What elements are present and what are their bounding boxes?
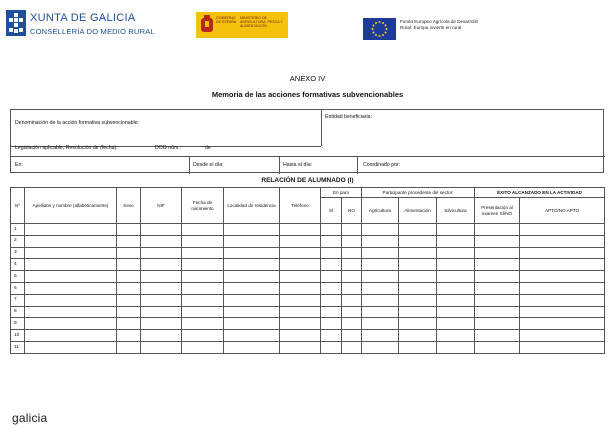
table-cell[interactable] — [520, 271, 605, 283]
table-cell[interactable] — [475, 318, 520, 330]
table-cell[interactable] — [224, 282, 280, 294]
table-cell[interactable] — [280, 259, 321, 271]
table-cell[interactable] — [437, 247, 475, 259]
table-cell[interactable] — [117, 282, 141, 294]
header-nif: NIF — [141, 188, 182, 224]
table-cell[interactable] — [475, 341, 520, 353]
table-cell[interactable] — [25, 306, 117, 318]
table-cell[interactable] — [280, 294, 321, 306]
feader-text: Fondo Europeo Agrícola de Desarrollo Rural: Europa invierte en rural — [400, 19, 479, 30]
table-cell[interactable] — [520, 306, 605, 318]
table-cell[interactable] — [182, 271, 224, 283]
table-cell[interactable] — [182, 306, 224, 318]
table-cell[interactable] — [321, 235, 342, 247]
table-cell[interactable] — [25, 318, 117, 330]
table-row — [11, 341, 605, 353]
table-cell[interactable] — [117, 224, 141, 236]
table-cell[interactable] — [321, 247, 342, 259]
table-cell[interactable] — [399, 259, 437, 271]
hasta-label: Hasta el día: — [283, 162, 313, 168]
table-cell[interactable] — [25, 247, 117, 259]
row-number: 9 — [11, 318, 25, 330]
row-number: 6 — [11, 282, 25, 294]
table-cell[interactable] — [141, 341, 182, 353]
header-agricultura: Agricultura — [362, 198, 399, 224]
table-cell[interactable] — [437, 330, 475, 342]
table-cell[interactable] — [25, 271, 117, 283]
table-cell[interactable] — [437, 271, 475, 283]
table-cell[interactable] — [224, 235, 280, 247]
table-cell[interactable] — [475, 330, 520, 342]
table-cell[interactable] — [399, 271, 437, 283]
table-cell[interactable] — [520, 259, 605, 271]
header-presentacion: Presentación al examen SÍ/NO — [475, 198, 520, 224]
table-cell[interactable] — [475, 271, 520, 283]
table-cell[interactable] — [342, 341, 362, 353]
memoria-title: Memoria de las acciones formativas subvencionables — [211, 90, 404, 99]
row-number: 10 — [11, 330, 25, 342]
table-cell[interactable] — [520, 247, 605, 259]
table-cell[interactable] — [321, 306, 342, 318]
divider — [357, 156, 358, 174]
header-localidad: Localidad de residencia — [224, 188, 280, 224]
table-cell[interactable] — [117, 271, 141, 283]
table-cell[interactable] — [475, 259, 520, 271]
table-cell[interactable] — [342, 294, 362, 306]
eu-logo — [363, 18, 483, 40]
divider — [321, 110, 322, 146]
table-cell[interactable] — [321, 318, 342, 330]
entidad-label: Entidad beneficiaria: — [325, 114, 373, 120]
table-cell[interactable] — [25, 259, 117, 271]
table-cell[interactable] — [437, 341, 475, 353]
table-cell[interactable] — [399, 341, 437, 353]
table-cell[interactable] — [399, 282, 437, 294]
table-cell[interactable] — [117, 294, 141, 306]
table-cell[interactable] — [224, 247, 280, 259]
table-cell[interactable] — [342, 259, 362, 271]
student-table — [10, 187, 605, 354]
table-cell[interactable] — [141, 306, 182, 318]
table-cell[interactable] — [399, 247, 437, 259]
table-cell[interactable] — [25, 282, 117, 294]
table-cell[interactable] — [224, 318, 280, 330]
table-row — [11, 330, 605, 342]
table-cell[interactable] — [182, 341, 224, 353]
table-cell[interactable] — [399, 235, 437, 247]
table-cell[interactable] — [25, 235, 117, 247]
table-cell[interactable] — [362, 235, 399, 247]
table-row — [11, 259, 605, 271]
table-cell[interactable] — [117, 259, 141, 271]
relacion-title: RELACIÓN DE ALUMNADO (I) — [261, 177, 354, 184]
divider — [189, 156, 190, 174]
table-cell[interactable] — [362, 271, 399, 283]
gobierno-text: GOBIERNO DE ESPAÑA — [216, 16, 237, 25]
header-en-paro: En paro — [321, 188, 362, 198]
table-cell[interactable] — [25, 224, 117, 236]
xunta-subtitle: CONSELLERÍA DO MEDIO RURAL — [30, 27, 155, 36]
table-cell[interactable] — [362, 294, 399, 306]
table-cell[interactable] — [280, 271, 321, 283]
row-number: 7 — [11, 294, 25, 306]
table-cell[interactable] — [437, 306, 475, 318]
row-number: 1 — [11, 224, 25, 236]
de-label: de — [205, 145, 211, 151]
ministerio-text: MINISTERIO DE AGRICULTURA, PESCA Y ALIMENTACIÓN — [240, 16, 283, 29]
row-number: 5 — [11, 271, 25, 283]
table-cell[interactable] — [117, 318, 141, 330]
table-cell[interactable] — [117, 341, 141, 353]
table-cell[interactable] — [362, 247, 399, 259]
table-cell[interactable] — [362, 259, 399, 271]
table-cell[interactable] — [520, 235, 605, 247]
denominacion-label: Denominación de la acción formativa subvencionable: — [15, 120, 139, 126]
table-cell[interactable] — [117, 330, 141, 342]
table-cell[interactable] — [182, 282, 224, 294]
header-telefono: Teléfono — [280, 188, 321, 224]
table-cell[interactable] — [117, 235, 141, 247]
table-cell[interactable] — [399, 294, 437, 306]
xunta-title: XUNTA DE GALICIA — [30, 12, 136, 24]
table-cell[interactable] — [362, 282, 399, 294]
table-cell[interactable] — [182, 247, 224, 259]
annex-title: ANEXO IV — [289, 74, 326, 83]
table-cell[interactable] — [280, 330, 321, 342]
table-cell[interactable] — [342, 330, 362, 342]
desde-label: Desde el día: — [193, 162, 224, 168]
table-cell[interactable] — [280, 341, 321, 353]
table-cell[interactable] — [520, 282, 605, 294]
table-cell[interactable] — [475, 224, 520, 236]
dog-label: DOG núm.: — [155, 145, 182, 151]
galicia-logo — [8, 410, 68, 430]
table-cell[interactable] — [362, 224, 399, 236]
table-cell[interactable] — [280, 224, 321, 236]
xunta-logo — [6, 10, 166, 50]
en-label: En: — [15, 162, 23, 168]
table-cell[interactable] — [362, 318, 399, 330]
table-cell[interactable] — [321, 341, 342, 353]
table-cell[interactable] — [280, 247, 321, 259]
table-cell[interactable] — [321, 330, 342, 342]
table-row — [11, 271, 605, 283]
table-cell[interactable] — [224, 306, 280, 318]
table-cell[interactable] — [182, 224, 224, 236]
table-cell[interactable] — [342, 247, 362, 259]
table-cell[interactable] — [141, 294, 182, 306]
table-cell[interactable] — [362, 330, 399, 342]
table-cell[interactable] — [25, 341, 117, 353]
table-cell[interactable] — [342, 271, 362, 283]
legislacion-label: Legislación aplicable, Resolución de (fecha): — [15, 145, 118, 151]
header-fecha-nacimiento: Fecha de nacimiento — [182, 188, 224, 224]
header-exito: ÉXITO ALCANZADO EN LA ACTIVIDAD — [475, 188, 605, 198]
divider — [11, 156, 605, 157]
table-cell[interactable] — [280, 282, 321, 294]
table-cell[interactable] — [399, 306, 437, 318]
table-cell[interactable] — [25, 330, 117, 342]
gobierno-logo — [196, 12, 288, 38]
table-cell[interactable] — [141, 318, 182, 330]
table-cell[interactable] — [475, 247, 520, 259]
table-cell[interactable] — [520, 330, 605, 342]
table-cell[interactable] — [342, 224, 362, 236]
table-cell[interactable] — [437, 235, 475, 247]
table-cell[interactable] — [437, 318, 475, 330]
table-cell[interactable] — [520, 341, 605, 353]
xunta-cross-icon — [6, 10, 26, 36]
table-cell[interactable] — [182, 318, 224, 330]
table-cell[interactable] — [117, 306, 141, 318]
table-cell[interactable] — [141, 271, 182, 283]
table-cell[interactable] — [182, 235, 224, 247]
header-num: Nº — [11, 188, 25, 224]
header-apto: APTO/NO APTO — [520, 198, 605, 224]
table-cell[interactable] — [321, 259, 342, 271]
table-row — [11, 294, 605, 306]
table-cell[interactable] — [437, 282, 475, 294]
header-si: SÍ — [321, 198, 342, 224]
table-cell[interactable] — [321, 224, 342, 236]
table-row — [11, 247, 605, 259]
table-cell[interactable] — [362, 341, 399, 353]
crest-icon — [200, 15, 214, 34]
table-cell[interactable] — [437, 294, 475, 306]
row-number: 8 — [11, 306, 25, 318]
table-cell[interactable] — [520, 224, 605, 236]
table-cell[interactable] — [182, 259, 224, 271]
table-row — [11, 224, 605, 236]
header-participante: Participante procedente del sector: — [362, 188, 475, 198]
row-number: 3 — [11, 247, 25, 259]
row-number: 4 — [11, 259, 25, 271]
table-cell[interactable] — [399, 224, 437, 236]
table-cell[interactable] — [342, 282, 362, 294]
table-cell[interactable] — [475, 282, 520, 294]
eu-flag-icon — [363, 18, 396, 40]
table-cell[interactable] — [342, 306, 362, 318]
table-cell[interactable] — [321, 294, 342, 306]
header-apellidos: Apellidos y nombre (alfabéticamente) — [25, 188, 117, 224]
table-cell[interactable] — [475, 235, 520, 247]
table-row — [11, 306, 605, 318]
table-row — [11, 282, 605, 294]
table-cell[interactable] — [321, 282, 342, 294]
table-cell[interactable] — [224, 224, 280, 236]
table-cell[interactable] — [520, 294, 605, 306]
table-cell[interactable] — [141, 330, 182, 342]
table-cell[interactable] — [437, 224, 475, 236]
table-cell[interactable] — [141, 224, 182, 236]
table-cell[interactable] — [362, 306, 399, 318]
table-cell[interactable] — [224, 341, 280, 353]
table-cell[interactable] — [342, 235, 362, 247]
header-no: NO — [342, 198, 362, 224]
table-cell[interactable] — [321, 271, 342, 283]
table-cell[interactable] — [224, 294, 280, 306]
table-row — [11, 318, 605, 330]
coordinado-label: Coordinado por: — [363, 162, 401, 168]
table-cell[interactable] — [182, 294, 224, 306]
table-cell[interactable] — [475, 294, 520, 306]
table-cell[interactable] — [182, 330, 224, 342]
table-cell[interactable] — [520, 318, 605, 330]
table-cell[interactable] — [399, 330, 437, 342]
table-cell[interactable] — [141, 259, 182, 271]
table-cell[interactable] — [141, 282, 182, 294]
info-box — [10, 109, 604, 173]
header-sexo: Sexo — [117, 188, 141, 224]
header-silvicultura: Silvicultura — [437, 198, 475, 224]
header-alimentacion: Alimentación — [399, 198, 437, 224]
table-cell[interactable] — [280, 306, 321, 318]
row-number: 11 — [11, 341, 25, 353]
table-cell[interactable] — [141, 235, 182, 247]
table-cell[interactable] — [342, 318, 362, 330]
table-cell[interactable] — [141, 247, 182, 259]
table-row — [11, 235, 605, 247]
table-cell[interactable] — [399, 318, 437, 330]
table-cell[interactable] — [25, 294, 117, 306]
table-cell[interactable] — [224, 330, 280, 342]
row-number: 2 — [11, 235, 25, 247]
table-cell[interactable] — [475, 306, 520, 318]
table-cell[interactable] — [280, 235, 321, 247]
galicia-wordmark: galicia — [12, 411, 48, 425]
divider — [279, 156, 280, 174]
table-cell[interactable] — [117, 247, 141, 259]
table-cell[interactable] — [224, 271, 280, 283]
table-cell[interactable] — [224, 259, 280, 271]
table-cell[interactable] — [280, 318, 321, 330]
table-cell[interactable] — [437, 259, 475, 271]
